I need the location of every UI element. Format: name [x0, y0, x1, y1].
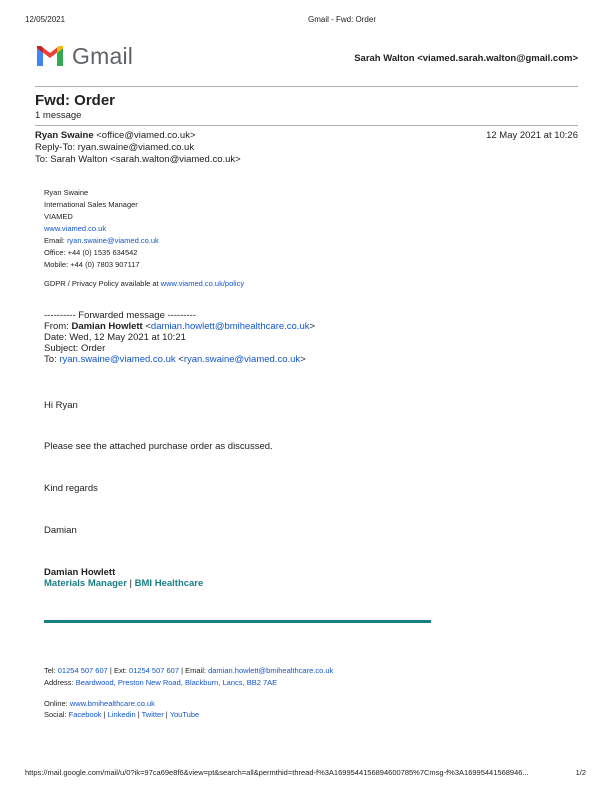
sig-office: Office: +44 (0) 1535 634542	[44, 248, 138, 257]
forwarded-header	[44, 310, 315, 365]
forward-bracket-open: <	[145, 321, 151, 332]
damian-role-line	[44, 578, 203, 589]
sig-website-link[interactable]: www.viamed.co.uk	[44, 224, 107, 233]
sig-title: International Sales Manager	[44, 200, 138, 209]
damian-name: Damian Howlett	[44, 567, 116, 578]
forward-to-bracket-close: >	[300, 354, 306, 365]
damian-contact-line	[44, 666, 333, 675]
account-info	[354, 53, 578, 64]
forward-from-email-link[interactable]: damian.howlett@bmihealthcare.co.uk	[150, 321, 310, 332]
damian-social-line: Social: Facebook | Linkedin | Twitter | YouTube	[44, 710, 200, 719]
body-line: Please see the attached purchase order as discussed.	[44, 441, 273, 452]
print-footer-url: https://mail.google.com/mail/u/0?ik=97ca69e8f6&view=pt&search=all&permthid=thread-f%3A1699544156894600785%7Cmsg-f%3A16995441568946...	[25, 768, 529, 777]
damian-email-link[interactable]: damian.howlett@bmihealthcare.co.uk	[208, 666, 334, 675]
gdpr-label: GDPR / Privacy Policy available at	[44, 279, 159, 288]
facebook-link[interactable]: Facebook	[68, 710, 102, 719]
tel-label: Tel:	[44, 666, 56, 675]
reply-to-address: ryan.swaine@viamed.co.uk	[77, 142, 195, 153]
address-part[interactable]: BB2 7AE	[246, 678, 278, 687]
sender-signature	[44, 187, 159, 271]
from-name: Ryan Swaine	[35, 130, 94, 141]
address-part[interactable]: Beardwood,	[75, 678, 116, 687]
ext-link[interactable]: 01254 507 607	[128, 666, 180, 675]
sig-email-label: Email:	[44, 236, 65, 245]
forward-to-label: To:	[44, 354, 57, 365]
social-label: Social:	[44, 710, 67, 719]
sig-name: Ryan Swaine	[44, 188, 89, 197]
forward-from-label: From:	[44, 321, 69, 332]
sig-company: VIAMED	[44, 212, 73, 221]
forward-from-name: Damian Howlett	[71, 321, 143, 332]
sig-mobile: Mobile: +44 (0) 7803 907117	[44, 260, 140, 269]
to-line: To: Sarah Walton <sarah.walton@viamed.co.uk>	[35, 154, 241, 165]
damian-address-line	[44, 678, 277, 687]
reply-to	[35, 142, 194, 153]
forward-to-email-link[interactable]: ryan.swaine@viamed.co.uk	[59, 354, 176, 365]
twitter-link[interactable]: Twitter	[141, 710, 164, 719]
message-count: 1 message	[35, 110, 82, 121]
body-closing: Kind regards	[44, 483, 98, 494]
damian-company: BMI Healthcare	[134, 578, 204, 589]
gdpr-link[interactable]: www.viamed.co.uk/policy	[160, 279, 245, 288]
gmail-logo-icon	[35, 44, 65, 68]
message-from	[35, 130, 196, 141]
online-link[interactable]: www.bmihealthcare.co.uk	[69, 699, 155, 708]
address-part[interactable]: Blackburn,	[184, 678, 221, 687]
reply-to-label: Reply-To:	[35, 142, 76, 153]
account-name: Sarah Walton	[354, 53, 415, 64]
body-greeting: Hi Ryan	[44, 400, 78, 411]
sig-email-link[interactable]: ryan.swaine@viamed.co.uk	[66, 236, 159, 245]
damian-online-line	[44, 699, 155, 708]
tel-link[interactable]: 01254 507 607	[57, 666, 108, 675]
print-date: 12/05/2021	[25, 15, 66, 24]
online-label: Online:	[44, 699, 68, 708]
gdpr-line	[44, 279, 244, 288]
forward-from	[44, 321, 315, 332]
forward-date: Date: Wed, 12 May 2021 at 10:21	[44, 332, 186, 343]
address-label: Address:	[44, 678, 74, 687]
ext-label: | Ext:	[109, 666, 127, 675]
forward-bracket-close: >	[309, 321, 316, 332]
account-email: <viamed.sarah.walton@gmail.com>	[417, 53, 578, 64]
body-sign: Damian	[44, 525, 77, 536]
signature-rule	[44, 620, 431, 623]
forward-to	[44, 354, 315, 365]
damian-role: Materials Manager	[44, 578, 127, 589]
address-part[interactable]: Preston New Road,	[117, 678, 183, 687]
address-part[interactable]: Lancs,	[222, 678, 245, 687]
damian-email-label: | Email:	[181, 666, 206, 675]
forward-subject: Subject: Order	[44, 343, 106, 354]
message-date: 12 May 2021 at 10:26	[486, 130, 578, 141]
linkedin-link[interactable]: Linkedin	[107, 710, 136, 719]
damian-sep: |	[129, 578, 133, 589]
print-footer-page: 1/2	[575, 768, 586, 777]
subject-divider	[35, 125, 578, 126]
forward-divider: ---------- Forwarded message ---------	[44, 310, 196, 321]
print-title: Gmail - Fwd: Order	[307, 15, 376, 24]
forward-to-bracket-open: <	[178, 354, 184, 365]
forward-to-email-link-2[interactable]: ryan.swaine@viamed.co.uk	[183, 354, 301, 365]
from-email: <office@viamed.co.uk>	[96, 130, 196, 141]
subject-title: Fwd: Order	[35, 92, 116, 109]
gmail-wordmark: Gmail	[72, 43, 134, 69]
sig-email-row	[44, 235, 159, 247]
header-divider	[35, 86, 578, 87]
youtube-link[interactable]: YouTube	[169, 710, 200, 719]
